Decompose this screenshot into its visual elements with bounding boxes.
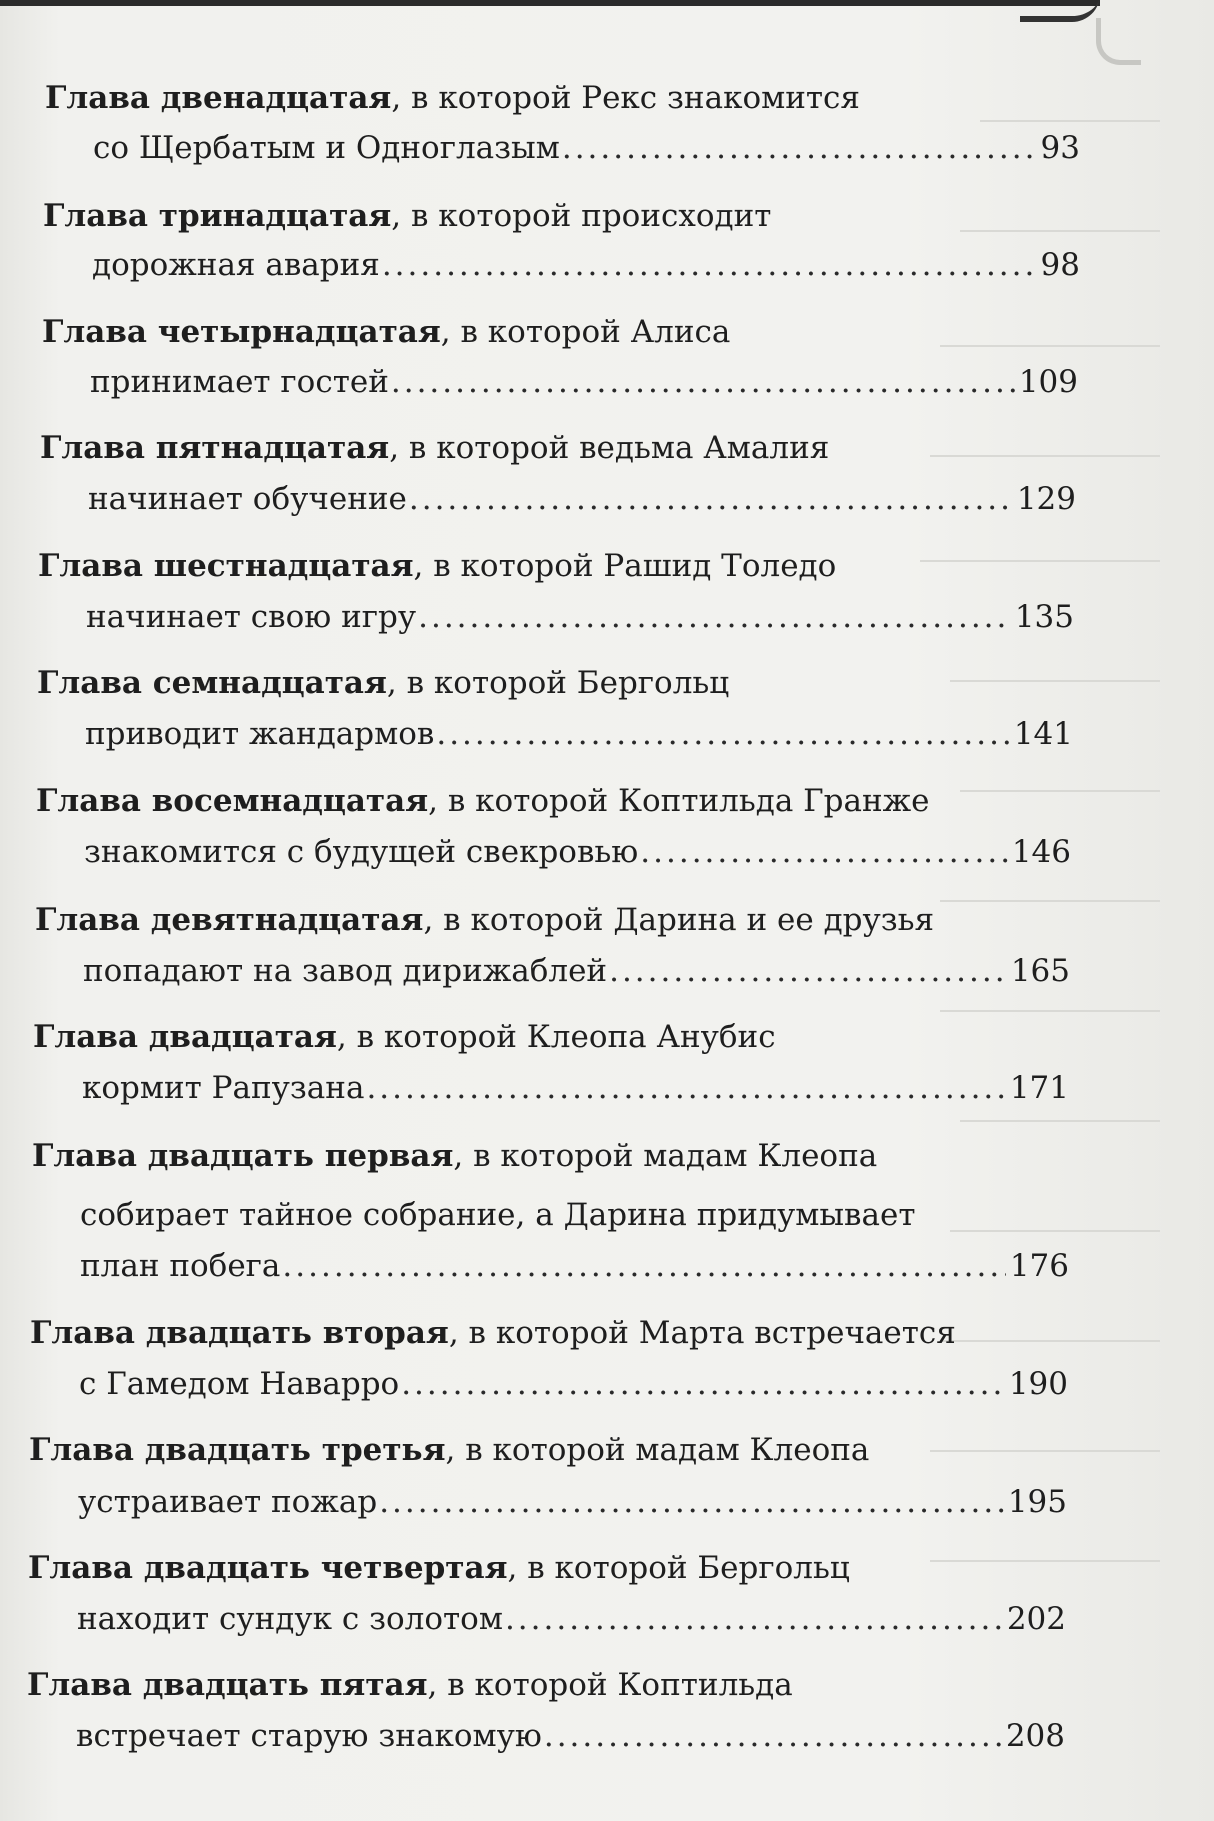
dot-leader xyxy=(366,1068,1005,1108)
chapter-desc: , в которой Марта встречается xyxy=(448,1315,956,1351)
chapter-desc-cont: с Гамедом Наварро xyxy=(79,1366,400,1402)
chapter-desc: , в которой происходит xyxy=(391,198,772,234)
toc-entry-leader-line xyxy=(90,362,1078,402)
toc-entry-leader-line xyxy=(84,832,1071,872)
dot-leader xyxy=(640,832,1008,872)
chapter-desc: , в которой мадам Клеопа xyxy=(453,1138,878,1174)
page-number: 141 xyxy=(1013,716,1073,752)
chapter-title: Глава двадцать третья xyxy=(29,1432,446,1468)
chapter-title: Глава двадцатая xyxy=(33,1019,337,1055)
dot-leader xyxy=(505,1599,1003,1639)
toc-entry-leader-line xyxy=(85,714,1073,754)
toc-entry-heading xyxy=(36,781,930,821)
toc-entry-leader-line xyxy=(82,1068,1069,1108)
toc-entry-heading xyxy=(40,428,829,468)
toc-entry-heading xyxy=(37,663,729,703)
chapter-title: Глава двадцать пятая xyxy=(27,1667,428,1703)
chapter-title: Глава семнадцатая xyxy=(37,665,387,701)
chapter-desc-cont: попадают на завод дирижаблей xyxy=(83,953,608,989)
chapter-title: Глава двадцать первая xyxy=(32,1138,454,1174)
toc-entry-heading xyxy=(27,1665,793,1705)
dot-leader xyxy=(409,479,1013,519)
dot-leader xyxy=(436,714,1009,754)
chapter-desc-cont: план побега xyxy=(80,1248,281,1284)
toc-entry-leader-line xyxy=(93,128,1080,168)
chapter-desc: , в которой Рашид Толедо xyxy=(413,548,837,584)
toc-entry-heading xyxy=(29,1430,869,1470)
chapter-title: Глава тринадцатая xyxy=(43,198,392,234)
chapter-desc: , в которой Дарина и ее друзья xyxy=(423,902,935,938)
chapter-desc-cont: знакомится с будущей свекровью xyxy=(84,834,639,870)
chapter-desc-cont: начинает обучение xyxy=(88,481,407,517)
page-number: 98 xyxy=(1040,247,1080,283)
toc-entry-leader-line xyxy=(80,1246,1069,1286)
chapter-desc-cont: приводит жандармов xyxy=(85,716,435,752)
toc-entry-leader-line xyxy=(83,951,1070,991)
dot-leader xyxy=(609,951,1007,991)
chapter-desc-cont: дорожная авария xyxy=(92,247,380,283)
toc-entry-heading xyxy=(30,1313,956,1353)
dot-leader xyxy=(544,1716,1002,1756)
chapter-desc: , в которой мадам Клеопа xyxy=(445,1432,870,1468)
chapter-desc-cont: устраивает пожар xyxy=(78,1484,378,1520)
page-number: 208 xyxy=(1005,1718,1065,1754)
dot-leader xyxy=(382,245,1037,285)
toc-entry-leader-line xyxy=(79,1364,1068,1404)
toc-entry-leader-line xyxy=(88,479,1076,519)
chapter-title: Глава двадцать вторая xyxy=(30,1315,449,1351)
toc-entry-continuation xyxy=(80,1195,915,1235)
toc-entry-heading xyxy=(35,900,934,940)
toc-entry-heading xyxy=(28,1548,850,1588)
chapter-desc-mid: собирает тайное собрание, а Дарина придумывает xyxy=(80,1197,916,1233)
page-number: 109 xyxy=(1018,364,1078,400)
dot-leader xyxy=(282,1246,1005,1286)
chapter-desc-cont: начинает свою игру xyxy=(86,599,417,635)
page-number: 202 xyxy=(1006,1601,1066,1637)
chapter-title: Глава пятнадцатая xyxy=(40,430,390,466)
toc-entry-leader-line xyxy=(92,245,1080,285)
toc-entry-leader-line xyxy=(77,1599,1066,1639)
page-number: 195 xyxy=(1007,1484,1067,1520)
dot-leader xyxy=(379,1482,1004,1522)
chapter-desc-cont: со Щербатым и Одноглазым xyxy=(93,130,560,166)
toc-entry-leader-line xyxy=(76,1716,1065,1756)
page-number: 165 xyxy=(1010,953,1070,989)
chapter-desc: , в которой Алиса xyxy=(440,314,731,350)
chapter-title: Глава двенадцатая xyxy=(45,80,392,116)
chapter-desc-cont: принимает гостей xyxy=(90,364,389,400)
chapter-desc: , в которой ведьма Амалия xyxy=(389,430,830,466)
chapter-desc: , в которой Бергольц xyxy=(507,1550,850,1586)
chapter-desc: , в которой Коптильда Гранже xyxy=(428,783,930,819)
toc-entry-leader-line xyxy=(78,1482,1067,1522)
dot-leader xyxy=(418,597,1011,637)
page-number: 129 xyxy=(1016,481,1076,517)
page-number: 93 xyxy=(1040,130,1080,166)
page-number: 171 xyxy=(1009,1070,1069,1106)
page-number: 190 xyxy=(1008,1366,1068,1402)
chapter-desc-cont: находит сундук с золотом xyxy=(77,1601,503,1637)
toc-entry-heading xyxy=(43,196,771,236)
toc-entry-leader-line xyxy=(86,597,1074,637)
page-number: 146 xyxy=(1011,834,1071,870)
toc-entry-heading xyxy=(45,78,860,118)
toc-entry-heading xyxy=(38,546,836,586)
chapter-title: Глава девятнадцатая xyxy=(35,902,424,938)
chapter-desc-cont: встречает старую знакомую xyxy=(76,1718,542,1754)
chapter-title: Глава шестнадцатая xyxy=(38,548,414,584)
toc-entry-heading xyxy=(42,312,730,352)
chapter-desc: , в которой Клеопа Анубис xyxy=(336,1019,776,1055)
chapter-desc: , в которой Коптильда xyxy=(427,1667,793,1703)
toc-entry-heading xyxy=(33,1017,776,1057)
dot-leader xyxy=(562,128,1037,168)
dot-leader xyxy=(401,1364,1005,1404)
page-number: 176 xyxy=(1009,1248,1069,1284)
chapter-desc: , в которой Рекс знакомится xyxy=(391,80,860,116)
chapter-title: Глава двадцать четвертая xyxy=(28,1550,508,1586)
chapter-title: Глава восемнадцатая xyxy=(36,783,429,819)
chapter-desc-cont: кормит Рапузана xyxy=(82,1070,365,1106)
page-number: 135 xyxy=(1014,599,1074,635)
chapter-title: Глава четырнадцатая xyxy=(42,314,441,350)
chapter-desc: , в которой Бергольц xyxy=(386,665,730,701)
dot-leader xyxy=(391,362,1015,402)
toc-entry-heading xyxy=(32,1136,877,1176)
